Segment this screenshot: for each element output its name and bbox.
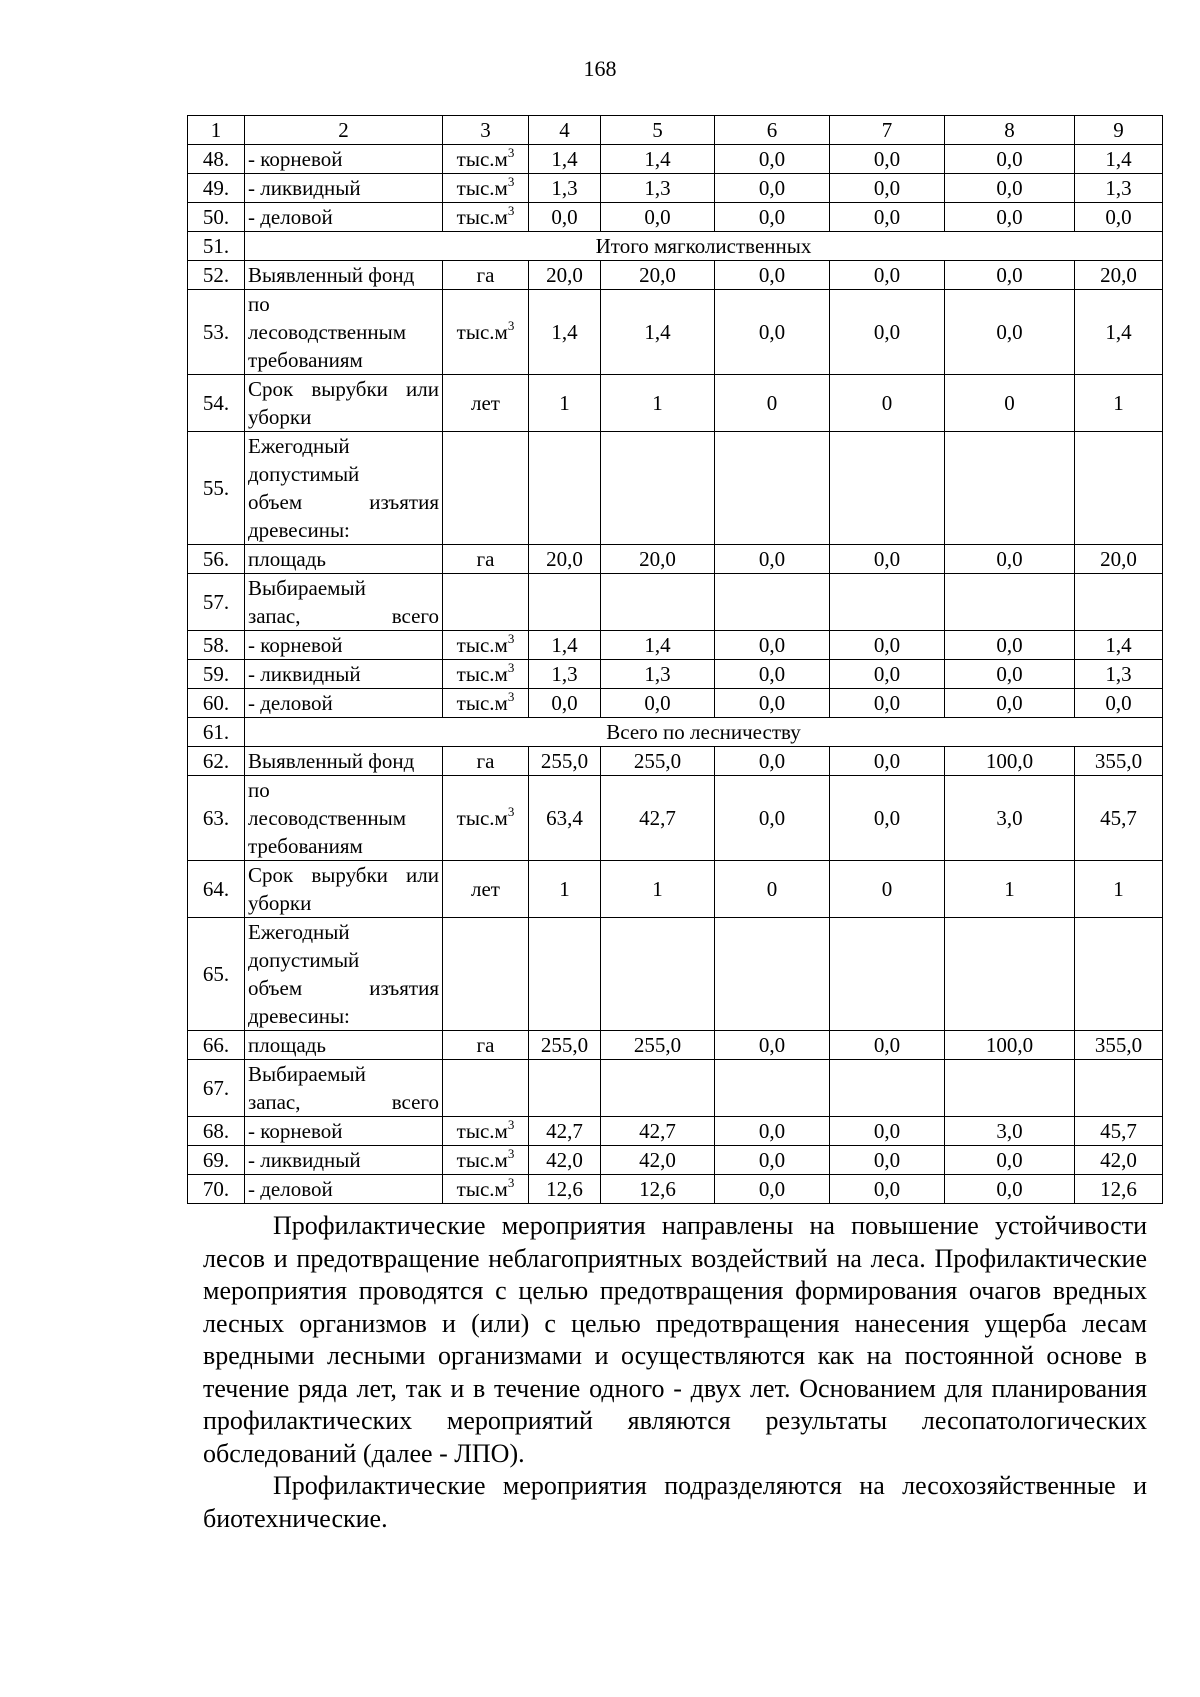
table-row [188,689,1163,718]
unit-cell [443,290,529,375]
row-number: 48. [188,145,245,174]
unit-text: тыс.м [456,147,508,171]
value-cell: 1,3 [601,174,715,203]
table-row [188,776,1163,861]
value-cell: 0,0 [529,689,601,718]
value-cell: 255,0 [529,747,601,776]
value-cell: 0,0 [715,631,830,660]
param-cell [245,574,443,631]
value-cell [529,432,601,545]
row-number: 50. [188,203,245,232]
value-cell: 0,0 [830,631,945,660]
unit-text: га [476,1033,495,1057]
value-cell: 12,6 [601,1175,715,1204]
unit-text: тыс.м [456,633,508,657]
value-cell [601,1060,715,1117]
unit-exponent: 3 [507,631,515,646]
value-cell [1075,1060,1163,1117]
param-line: объем изъятия [248,490,439,514]
param-line: требованиям [248,348,363,372]
unit-exponent: 3 [507,804,515,819]
table-row [188,375,1163,432]
param-line: по [248,778,270,802]
value-cell: 0,0 [945,545,1075,574]
value-cell: 0 [715,375,830,432]
table-header-row [188,116,1163,145]
param-line: требованиям [248,834,363,858]
row-number: 69. [188,1146,245,1175]
value-cell: 0,0 [715,1146,830,1175]
table-row [188,145,1163,174]
param-cell: Выявленный фонд [245,747,443,776]
value-cell: 0,0 [715,776,830,861]
unit-cell [443,1146,529,1175]
param-cell: Выявленный фонд [245,261,443,290]
value-cell [1075,918,1163,1031]
value-cell: 45,7 [1075,776,1163,861]
value-cell [715,574,830,631]
param-cell: - ликвидный [245,174,443,203]
value-cell: 1,3 [601,660,715,689]
table-row [188,290,1163,375]
unit-cell [443,776,529,861]
unit-text: тыс.м [456,176,508,200]
param-line: по [248,292,270,316]
value-cell: 1,3 [1075,174,1163,203]
unit-cell [443,1175,529,1204]
table-section-row [188,718,1163,747]
unit-cell [443,203,529,232]
unit-text: тыс.м [456,1119,508,1143]
param-line: Ежегодный [248,920,350,944]
section-title: Всего по лесничеству [245,718,1163,747]
row-number: 49. [188,174,245,203]
value-cell [601,432,715,545]
value-cell: 0,0 [715,290,830,375]
value-cell: 1 [529,375,601,432]
unit-cell [443,861,529,918]
value-cell: 0,0 [715,174,830,203]
row-number: 67. [188,1060,245,1117]
row-number: 66. [188,1031,245,1060]
value-cell: 0,0 [715,1117,830,1146]
value-cell: 0,0 [1075,689,1163,718]
value-cell: 0,0 [945,1175,1075,1204]
table-row [188,432,1163,545]
header-cell: 7 [830,116,945,145]
unit-cell [443,747,529,776]
param-cell: - деловой [245,689,443,718]
param-line: лесоводственным [248,320,406,344]
value-cell: 1,4 [529,631,601,660]
row-number: 56. [188,545,245,574]
header-cell: 6 [715,116,830,145]
value-cell: 1 [1075,375,1163,432]
value-cell [715,432,830,545]
value-cell: 100,0 [945,747,1075,776]
value-cell: 0,0 [945,1146,1075,1175]
param-line: уборки [248,405,312,429]
value-cell [830,918,945,1031]
table-row [188,1117,1163,1146]
param-line: лесоводственным [248,806,406,830]
value-cell: 20,0 [1075,261,1163,290]
header-cell: 4 [529,116,601,145]
header-cell: 8 [945,116,1075,145]
unit-text: га [476,547,495,571]
unit-exponent: 3 [507,145,515,160]
value-cell [529,1060,601,1117]
table-row [188,1031,1163,1060]
value-cell: 1,4 [601,290,715,375]
param-line: Выбираемый [248,576,366,600]
row-number: 60. [188,689,245,718]
value-cell: 12,6 [529,1175,601,1204]
value-cell: 0,0 [945,203,1075,232]
value-cell [830,574,945,631]
value-cell: 1,3 [529,660,601,689]
value-cell: 42,0 [1075,1146,1163,1175]
section-title: Итого мягколиственных [245,232,1163,261]
value-cell: 0,0 [1075,203,1163,232]
value-cell: 1,4 [601,631,715,660]
table-row [188,918,1163,1031]
value-cell: 1 [601,375,715,432]
value-cell [1075,432,1163,545]
value-cell [715,918,830,1031]
unit-exponent: 3 [507,318,515,333]
param-line: запас, всего [248,604,439,628]
unit-cell [443,1060,529,1117]
value-cell: 1 [529,861,601,918]
table-row [188,174,1163,203]
value-cell: 1,4 [601,145,715,174]
value-cell [529,574,601,631]
value-cell [945,574,1075,631]
value-cell: 0,0 [529,203,601,232]
value-cell: 100,0 [945,1031,1075,1060]
value-cell: 255,0 [601,747,715,776]
value-cell: 0,0 [830,290,945,375]
param-line: допустимый [248,462,360,486]
table-row [188,861,1163,918]
param-line: объем изъятия [248,976,439,1000]
value-cell: 1,3 [529,174,601,203]
value-cell: 0,0 [830,203,945,232]
value-cell [715,1060,830,1117]
param-cell: - ликвидный [245,1146,443,1175]
unit-text: га [476,263,495,287]
param-cell: площадь [245,1031,443,1060]
value-cell: 1,3 [1075,660,1163,689]
value-cell: 0,0 [830,689,945,718]
value-cell: 0,0 [715,203,830,232]
unit-exponent: 3 [507,1117,515,1132]
unit-exponent: 3 [507,174,515,189]
value-cell: 3,0 [945,776,1075,861]
row-number: 64. [188,861,245,918]
param-cell [245,1060,443,1117]
param-cell [245,290,443,375]
value-cell: 0,0 [715,660,830,689]
value-cell: 42,7 [601,1117,715,1146]
value-cell: 1 [601,861,715,918]
value-cell [1075,574,1163,631]
value-cell: 0,0 [830,1117,945,1146]
row-number: 62. [188,747,245,776]
param-line: запас, всего [248,1090,439,1114]
table-row [188,261,1163,290]
value-cell: 0,0 [945,174,1075,203]
value-cell: 0,0 [601,203,715,232]
param-cell [245,432,443,545]
value-cell: 355,0 [1075,747,1163,776]
unit-cell [443,918,529,1031]
unit-exponent: 3 [507,1175,515,1190]
value-cell: 0,0 [830,261,945,290]
value-cell: 0 [830,375,945,432]
row-number: 58. [188,631,245,660]
row-number: 51. [188,232,245,261]
table-row [188,203,1163,232]
param-cell [245,776,443,861]
value-cell: 0,0 [830,660,945,689]
param-line: Срок вырубки или [248,863,439,887]
forest-table [187,115,1163,1204]
row-number: 63. [188,776,245,861]
unit-cell [443,545,529,574]
param-line: допустимый [248,948,360,972]
value-cell: 255,0 [601,1031,715,1060]
table-row [188,545,1163,574]
param-cell [245,918,443,1031]
value-cell: 255,0 [529,1031,601,1060]
unit-text: га [476,749,495,773]
unit-text: лет [471,877,500,901]
value-cell: 1,4 [1075,631,1163,660]
param-line: уборки [248,891,312,915]
value-cell: 20,0 [529,261,601,290]
unit-cell [443,174,529,203]
value-cell: 20,0 [601,545,715,574]
value-cell: 1,4 [529,145,601,174]
value-cell [601,574,715,631]
unit-exponent: 3 [507,660,515,675]
table-row [188,1175,1163,1204]
value-cell: 0,0 [715,1031,830,1060]
value-cell: 42,0 [601,1146,715,1175]
value-cell: 3,0 [945,1117,1075,1146]
value-cell: 0,0 [830,145,945,174]
param-cell: - корневой [245,1117,443,1146]
value-cell: 1,4 [529,290,601,375]
value-cell: 1 [945,861,1075,918]
row-number: 53. [188,290,245,375]
unit-text: тыс.м [456,662,508,686]
param-cell [245,375,443,432]
header-cell: 1 [188,116,245,145]
unit-text: тыс.м [456,1148,508,1172]
header-cell: 9 [1075,116,1163,145]
header-cell: 5 [601,116,715,145]
value-cell: 0,0 [830,747,945,776]
param-line: Выбираемый [248,1062,366,1086]
param-cell: - ликвидный [245,660,443,689]
value-cell: 42,0 [529,1146,601,1175]
unit-text: тыс.м [456,1177,508,1201]
value-cell: 355,0 [1075,1031,1163,1060]
paragraph: Профилактические мероприятия подразделяются на лесохозяйственные и биотехнические. [203,1471,1147,1533]
param-line: Срок вырубки или [248,377,439,401]
param-cell: площадь [245,545,443,574]
unit-cell [443,1031,529,1060]
row-number: 59. [188,660,245,689]
table-row [188,747,1163,776]
table-row [188,660,1163,689]
unit-text: тыс.м [456,205,508,229]
value-cell: 0 [830,861,945,918]
value-cell [529,918,601,1031]
param-line: древесины: [248,518,350,542]
value-cell: 0,0 [715,1175,830,1204]
value-cell: 0,0 [945,145,1075,174]
value-cell: 20,0 [529,545,601,574]
value-cell [830,1060,945,1117]
row-number: 54. [188,375,245,432]
value-cell: 0,0 [715,747,830,776]
value-cell [945,1060,1075,1117]
value-cell [945,918,1075,1031]
param-cell [245,861,443,918]
value-cell: 0,0 [715,145,830,174]
row-number: 57. [188,574,245,631]
unit-exponent: 3 [507,1146,515,1161]
value-cell: 0,0 [945,660,1075,689]
unit-text: лет [471,391,500,415]
table-row [188,631,1163,660]
value-cell: 20,0 [601,261,715,290]
value-cell: 63,4 [529,776,601,861]
value-cell: 0,0 [945,261,1075,290]
row-number: 68. [188,1117,245,1146]
value-cell: 0,0 [830,1175,945,1204]
page-number: 168 [583,56,617,81]
unit-cell [443,375,529,432]
value-cell: 12,6 [1075,1175,1163,1204]
value-cell: 42,7 [529,1117,601,1146]
value-cell: 20,0 [1075,545,1163,574]
row-number: 70. [188,1175,245,1204]
unit-exponent: 3 [507,203,515,218]
value-cell: 0 [715,861,830,918]
value-cell: 0,0 [715,545,830,574]
table-row [188,1146,1163,1175]
body-text [203,1210,1147,1535]
unit-cell [443,660,529,689]
value-cell: 0,0 [601,689,715,718]
value-cell: 0,0 [830,1031,945,1060]
unit-cell [443,574,529,631]
value-cell: 1,4 [1075,145,1163,174]
param-cell: - корневой [245,145,443,174]
value-cell: 42,7 [601,776,715,861]
value-cell [945,432,1075,545]
param-line: Ежегодный [248,434,350,458]
value-cell: 45,7 [1075,1117,1163,1146]
param-line: древесины: [248,1004,350,1028]
value-cell: 0,0 [945,689,1075,718]
header-cell: 3 [443,116,529,145]
unit-cell [443,261,529,290]
table-section-row [188,232,1163,261]
unit-cell [443,1117,529,1146]
row-number: 65. [188,918,245,1031]
param-cell: - деловой [245,203,443,232]
row-number: 52. [188,261,245,290]
param-cell: - деловой [245,1175,443,1204]
unit-cell [443,631,529,660]
unit-text: тыс.м [456,320,508,344]
header-cell: 2 [245,116,443,145]
value-cell: 0,0 [830,1146,945,1175]
value-cell: 1 [1075,861,1163,918]
param-cell: - корневой [245,631,443,660]
unit-text: тыс.м [456,806,508,830]
value-cell: 0,0 [715,261,830,290]
table-body [188,145,1163,1204]
value-cell: 0,0 [715,689,830,718]
unit-exponent: 3 [507,689,515,704]
unit-cell [443,432,529,545]
value-cell [830,432,945,545]
unit-text: тыс.м [456,691,508,715]
value-cell: 0,0 [830,174,945,203]
paragraph: Профилактические мероприятия направлены на повышение устойчивости лесов и предотвращение неблагоприятных воздействий на леса. Профилактические мероприятия проводятся с целью предотвращения формирования очагов вредных лесных организмов и (или) с целью предотвращения нанесения ущерба лесам вредными лесными организмами и осуществляются как на постоянной основе в течение ряда лет, так и в течение одного - двух лет. Основанием для планирования профилактических мероприятий являются результаты лесопатологических обследований (далее - ЛПО). [203,1211,1147,1468]
value-cell: 1,4 [1075,290,1163,375]
table-row [188,1060,1163,1117]
table-row [188,574,1163,631]
unit-cell [443,689,529,718]
row-number: 61. [188,718,245,747]
value-cell [601,918,715,1031]
value-cell: 0,0 [830,545,945,574]
row-number: 55. [188,432,245,545]
unit-cell [443,145,529,174]
value-cell: 0,0 [830,776,945,861]
value-cell: 0,0 [945,631,1075,660]
value-cell: 0,0 [945,290,1075,375]
value-cell: 0 [945,375,1075,432]
